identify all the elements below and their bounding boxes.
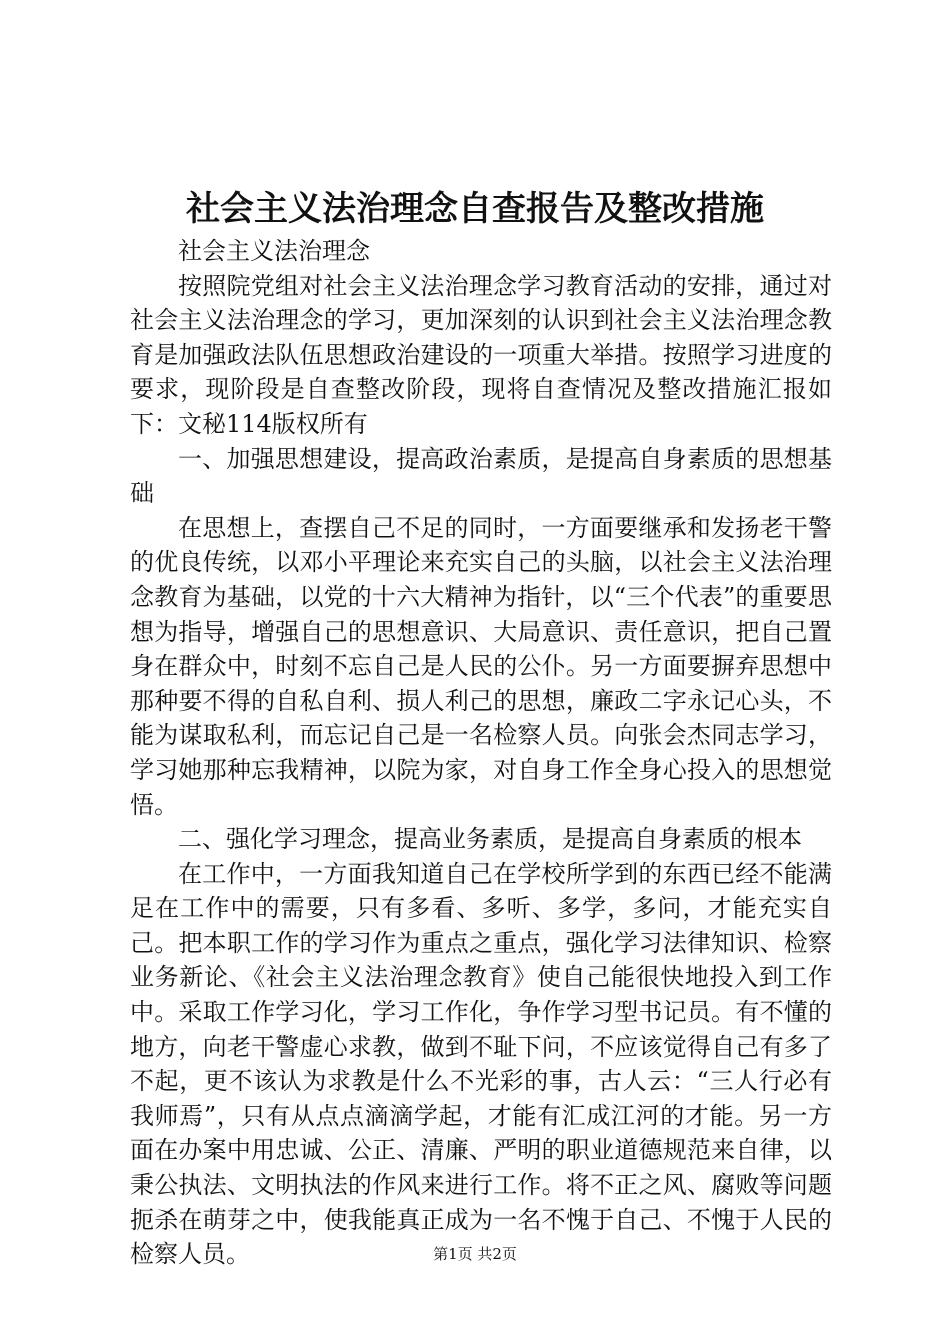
paragraph-intro: 按照院党组对社会主义法治理念学习教育活动的安排，通过对社会主义法治理念的学习，更加深刻的认识到社会主义法治理念教育是加强政法队伍思想政治建设的一项重大举措。按照学习进度的要求，现阶段是自查整改阶段，现将自查情况及整改措施汇报如下：文秘114版权所有 (130, 271, 832, 438)
page-footer: 第1页 共2页 (433, 1245, 517, 1263)
section-heading-2: 二、强化学习理念，提高业务素质，是提高自身素质的根本 (178, 825, 802, 854)
paragraph-section-2: 在工作中，一方面我知道自己在学校所学到的东西已经不能满足在工作中的需要，只有多看、多听、多学，多问，才能充实自己。把本职工作的学习作为重点之重点，强化学习法律知识、检察业务新论、《社会主义法治理念教育》使自己能很快地投入到工作中。采取工作学习化，学习工作化，争作学习型书记员。有不懂的地方，向老干警虚心求教，做到不耻下问，不应该觉得自己有多了不起，更不该认为求教是什么不光彩的事，古人云：“三人行必有我师焉”，只有从点点滴滴学起，才能有汇成江河的才能。另一方面在办案中用忠诚、公正、清廉、严明的职业道德规范来自律，以秉公执法、文明执法的作风来进行工作。将不正之风、腐败等问题扼杀在萌芽之中，使我能真正成为一名不愧于自己、不愧于人民的检察人员。 (130, 859, 832, 1269)
document-subtitle: 社会主义法治理念 (178, 237, 370, 265)
paragraph-section-1: 在思想上，查摆自己不足的同时，一方面要继承和发扬老干警的优良传统，以邓小平理论来充实自己的头脑，以社会主义法治理念教育为基础，以党的十六大精神为指针，以“三个代表”的重要思想为指导，增强自己的思想意识、大局意识、责任意识，把自己置身在群众中，时刻不忘自己是人民的公仆。另一方面要摒弃思想中那种要不得的自私自利、损人利己的思想，廉政二字永记心头，不能为谋取私利，而忘记自己是一名检察人员。向张会杰同志学习，学习她那种忘我精神，以院为家，对自身工作全身心投入的思想觉悟。 (130, 513, 832, 819)
document-title: 社会主义法治理念自查报告及整改措施 (186, 189, 764, 229)
document-body (130, 234, 832, 1272)
section-heading-1: 一、加强思想建设，提高政治素质，是提高自身素质的思想基础 (130, 444, 832, 508)
